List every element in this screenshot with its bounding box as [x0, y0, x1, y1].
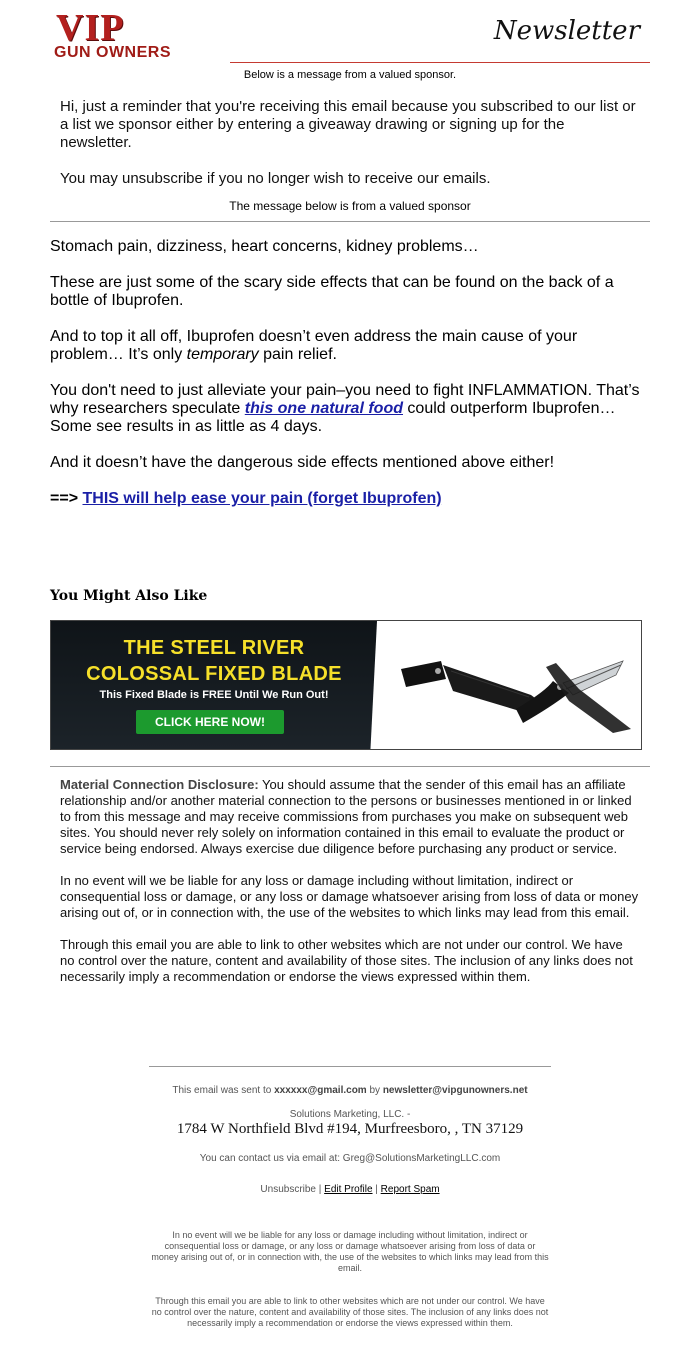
you-might-also-like-heading: You Might Also Like [50, 588, 208, 604]
cta-paragraph [50, 490, 650, 508]
unsubscribe-link[interactable]: Unsubscribe [260, 1184, 316, 1195]
footer-links: Unsubscribe | Edit Profile | Report Spam [260, 1184, 440, 1195]
body-paragraph: And it doesn’t have the dangerous side effects mentioned above either! [50, 454, 555, 471]
cta-link[interactable]: THIS will help ease your pain (forget Ibuprofen) [82, 490, 442, 507]
banner-click-button[interactable]: CLICK HERE NOW! [136, 710, 284, 734]
sponsor-notice-top: Below is a message from a valued sponsor. [243, 69, 457, 81]
contact-line: You can contact us via email at: Greg@SolutionsMarketingLLC.com [199, 1153, 501, 1164]
intro-unsubscribe-paragraph: You may unsubscribe if you no longer wish to receive our emails. [60, 170, 491, 187]
banner-headline-2: COLOSSAL FIXED BLADE [86, 663, 342, 685]
sent-to-line: This email was sent to xxxxxx@gmail.com by newsletter@vipgunowners.net [172, 1085, 528, 1096]
body-paragraph [50, 328, 650, 364]
intro-block [50, 81, 650, 188]
disclosure-text: You should assume that the sender of this email has an affiliate relationship and/or another material connection to the persons or businesses mentioned in or linked to from this message and may receive commissions from purchases you make on subsequent web sites. You should never rely solely on information contained in this email to evaluate the product or service being endorsed. Always exercise due diligence before purchasing any product or service. [60, 777, 632, 856]
footer-legal-liability: In no event will we be liable for any loss or damage including without limitation, indirect or consequential loss or damage, or any loss or damage whatsoever arising from loss of data or money arising out of, or in connection with, the use of the websites to which links may lead from this email. [151, 1230, 549, 1273]
sender-email: newsletter@vipgunowners.net [382, 1085, 528, 1096]
footer [0, 1066, 700, 1329]
recipient-email: xxxxxx@gmail.com [274, 1085, 367, 1096]
emphasis-text: temporary [186, 346, 259, 363]
disclosure-paragraph [60, 777, 640, 857]
body-text: And to top it all off, Ibuprofen doesn’t even address the main cause of your problem… It’s only [50, 328, 578, 363]
sponsor-notice-mid: The message below is from a valued sponsor [229, 199, 471, 213]
message-body [50, 222, 650, 508]
body-text: You don't need to just alleviate your pain–you need to fight INFLAMMATION. That’s why researchers speculate [50, 382, 640, 417]
external-links-paragraph: Through this email you are able to link to other websites which are not under our control. We have no control over the nature, content and availability of those sites. The inclusion of any links does not necessarily imply a recommendation or endorse the views expressed within them. [60, 937, 633, 984]
disclosure-block [50, 767, 650, 985]
logo-top-text: VIP [56, 7, 125, 49]
report-spam-link[interactable]: Report Spam [380, 1184, 440, 1195]
edit-profile-link[interactable]: Edit Profile [324, 1184, 373, 1195]
newsletter-title: Newsletter [493, 16, 640, 46]
body-text: could outperform Ibuprofen… Some see results in as little as 4 days. [50, 400, 616, 435]
banner-subline: This Fixed Blade is FREE Until We Run Out! [99, 689, 329, 701]
banner-headline-1: THE STEEL RIVER [123, 637, 305, 659]
company-name: Solutions Marketing, LLC. - [289, 1109, 411, 1120]
natural-food-link[interactable]: this one natural food [244, 400, 403, 417]
footer-divider [149, 1066, 551, 1067]
cta-arrow: ==> [50, 490, 83, 507]
header [50, 0, 650, 64]
knife-image [381, 631, 641, 741]
email-container [50, 0, 650, 1001]
body-paragraph: These are just some of the scary side effects that can be found on the back of a bottle of Ibuprofen. [50, 274, 614, 309]
vip-logo[interactable] [54, 8, 230, 62]
logo-bottom-text: GUN OWNERS [54, 44, 171, 61]
body-paragraph: Stomach pain, dizziness, heart concerns, kidney problems… [50, 238, 479, 255]
knife-ad-banner[interactable] [50, 620, 642, 750]
company-address: 1784 W Northfield Blvd #194, Murfreesboro, , TN 37129 [176, 1121, 524, 1137]
body-paragraph [50, 382, 650, 436]
body-text: pain relief. [258, 346, 337, 363]
intro-paragraph: Hi, just a reminder that you're receiving this email because you subscribed to our list or a list we sponsor either by entering a giveaway drawing or signing up for the newsletter. [60, 98, 636, 151]
liability-paragraph: In no event will we be liable for any loss or damage including without limitation, indirect or consequential loss or damage, or any loss or damage whatsoever arising from loss of data or money arising out of, or in connection with, the use of the websites to which links may lead from this email. [60, 873, 639, 920]
header-divider [230, 62, 650, 63]
disclosure-label: Material Connection Disclosure: [60, 777, 259, 792]
footer-legal-links: Through this email you are able to link to other websites which are not under our control. We have no control over the nature, content and availability of those sites. The inclusion of any links does not necessarily imply a recommendation or endorse the views expressed within them. [151, 1296, 549, 1328]
